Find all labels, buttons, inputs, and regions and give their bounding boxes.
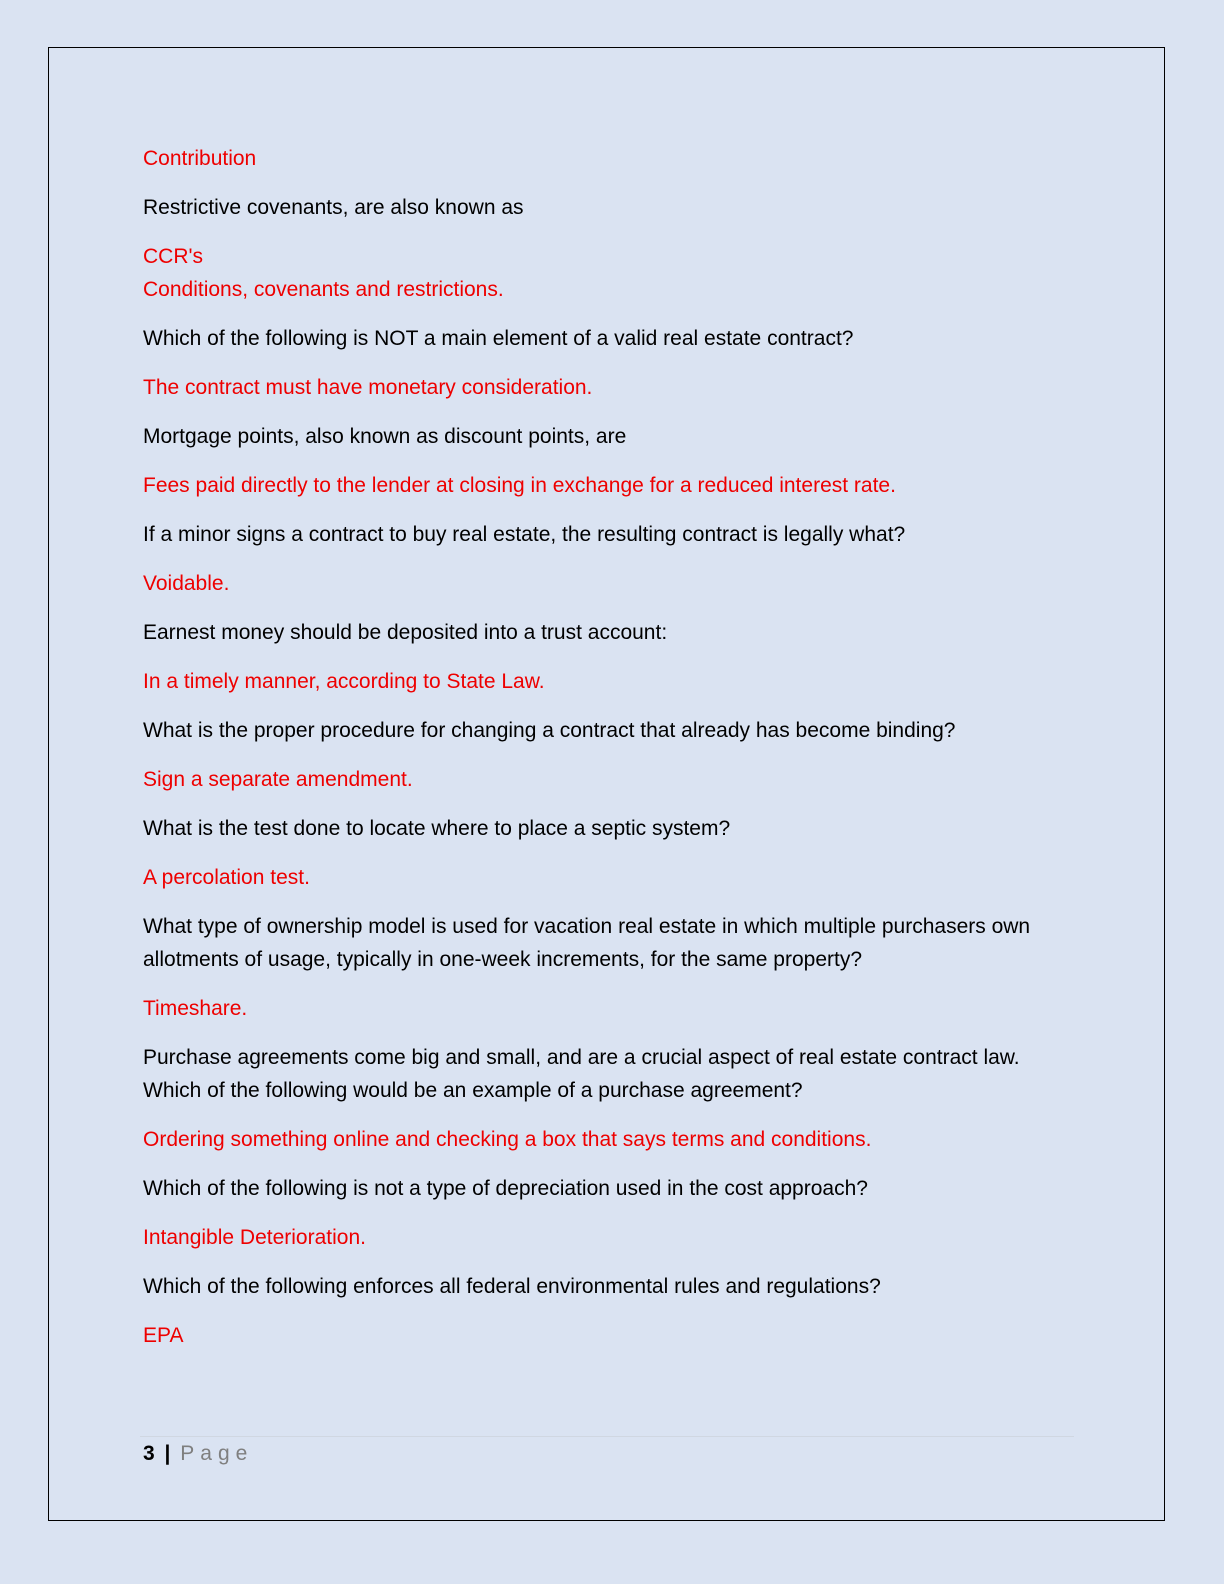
answer-text: Intangible Deterioration. [143,1226,366,1249]
question-text: If a minor signs a contract to buy real estate, the resulting contract is legally what? [143,523,906,546]
answer-text: CCR's [143,245,204,268]
answer-text: Contribution [143,147,257,170]
question-text: What is the test done to locate where to place a septic system? [143,817,731,840]
question-text: Purchase agreements come big and small, and are a crucial aspect of real estate contract law. Which of the following would be an example of a purchase agreement? [143,1046,1020,1102]
page-footer [143,1440,253,1468]
answer-text: A percolation test. [143,866,310,889]
document-body [143,142,1078,1368]
page-number: 3 [143,1442,155,1465]
question-text: Earnest money should be deposited into a trust account: [143,621,668,644]
question-text: Which of the following is NOT a main element of a valid real estate contract? [143,327,854,350]
answer-text: Conditions, covenants and restrictions. [143,278,504,301]
answer-text: Voidable. [143,572,230,595]
answer-text: The contract must have monetary consideration. [143,376,593,399]
footer-divider [140,1436,1074,1437]
question-text: Restrictive covenants, are also known as [143,196,524,219]
answer-text: EPA [143,1324,184,1347]
answer-text: Sign a separate amendment. [143,768,413,791]
question-text: Which of the following enforces all federal environmental rules and regulations? [143,1275,881,1298]
question-text: What is the proper procedure for changing a contract that already has become binding? [143,719,956,742]
page-label: Page [180,1442,254,1465]
answer-text: Timeshare. [143,997,248,1020]
question-text: Mortgage points, also known as discount points, are [143,425,627,448]
answer-text: Fees paid directly to the lender at closing in exchange for a reduced interest rate. [143,474,896,497]
question-text: What type of ownership model is used for vacation real estate in which multiple purchasers own allotments of usage, typically in one-week increments, for the same property? [143,915,1031,971]
footer-separator: | [164,1442,171,1465]
question-text: Which of the following is not a type of depreciation used in the cost approach? [143,1177,868,1200]
answer-text: Ordering something online and checking a box that says terms and conditions. [143,1128,872,1151]
answer-text: In a timely manner, according to State Law. [143,670,545,693]
